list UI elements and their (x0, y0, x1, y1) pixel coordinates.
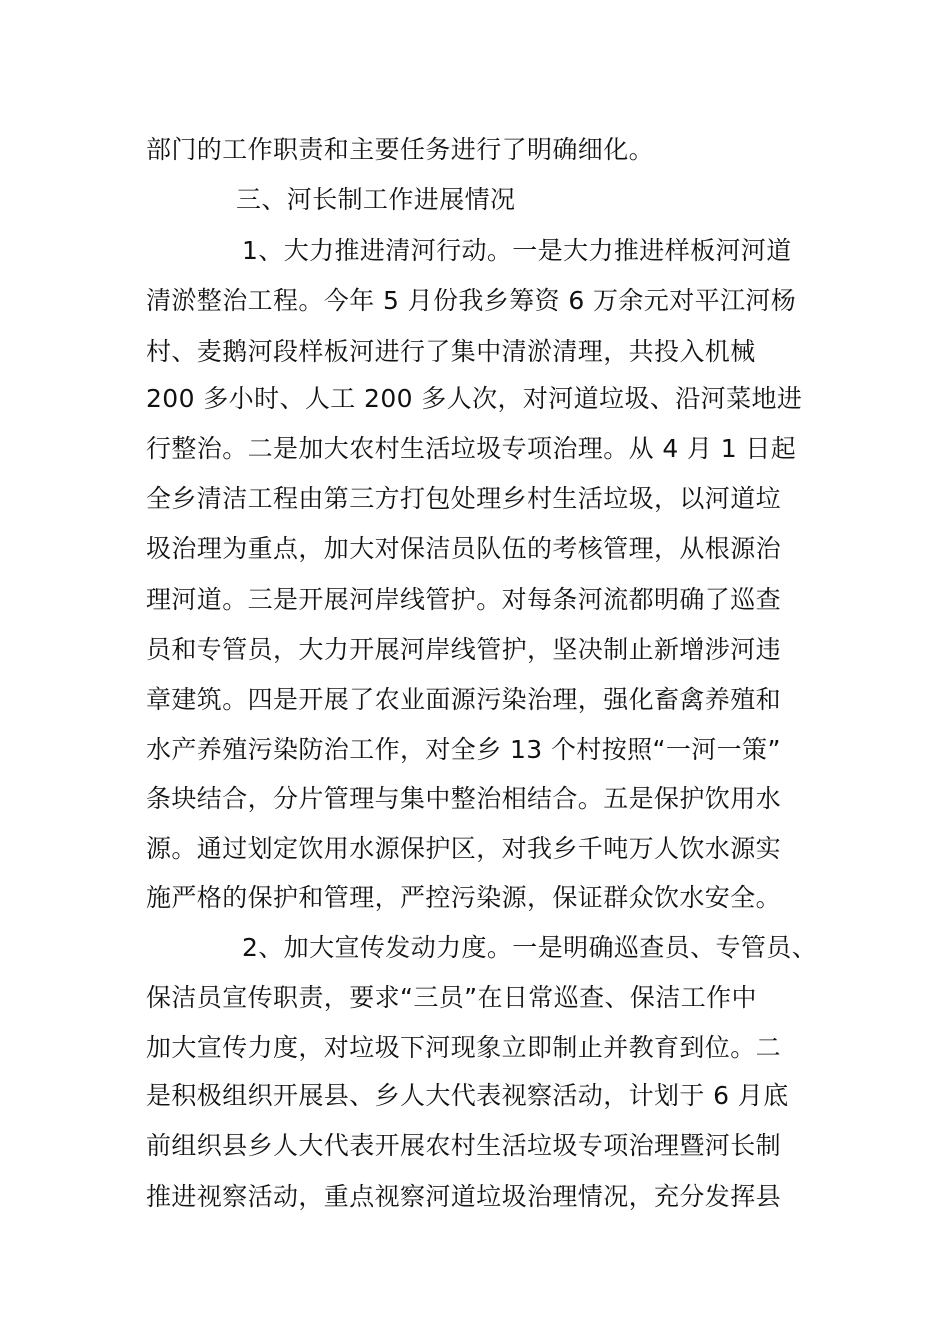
paragraph-line: 前组织县乡人大代表开展农村生活垃圾专项治理暨河长制 (146, 1131, 782, 1160)
paragraph-line: 条块结合，分片管理与集中整治相结合。五是保护饮用水 (146, 784, 782, 813)
paragraph-line: 推进视察活动，重点视察河道垃圾治理情况，充分发挥县 (146, 1182, 782, 1211)
paragraph-line: 源。通过划定饮用水源保护区，对我乡千吨万人饮水源实 (146, 834, 782, 863)
paragraph-line: 2、加大宣传发动力度。一是明确巡查员、专管员、 (242, 933, 818, 962)
paragraph-line: 1、大力推进清河行动。一是大力推进样板河河道 (242, 236, 792, 265)
paragraph-line: 保洁员宣传职责，要求“三员”在日常巡查、保洁工作中 (146, 983, 757, 1012)
section-heading: 三、河长制工作进展情况 (236, 185, 516, 214)
paragraph-line: 施严格的保护和管理，严控污染源，保证群众饮水安全。 (146, 883, 782, 912)
paragraph-line: 章建筑。四是开展了农业面源污染治理，强化畜禽养殖和 (146, 685, 782, 714)
paragraph-line: 员和专管员，大力开展河岸线管护，坚决制止新增涉河违 (146, 635, 782, 664)
paragraph-line: 圾治理为重点，加大对保洁员队伍的考核管理，从根源治 (146, 534, 782, 563)
paragraph-line: 是积极组织开展县、乡人大代表视察活动，计划于 6 月底 (146, 1081, 789, 1110)
paragraph-line: 部门的工作职责和主要任务进行了明确细化。 (146, 135, 655, 164)
paragraph-line: 加大宣传力度，对垃圾下河现象立即制止并教育到位。二 (146, 1033, 782, 1062)
paragraph-line: 200 多小时、人工 200 多人次，对河道垃圾、沿河菜地进 (146, 384, 803, 413)
paragraph-line: 行整治。二是加大农村生活垃圾专项治理。从 4 月 1 日起 (146, 434, 797, 463)
paragraph-line: 村、麦鹅河段样板河进行了集中清淤清理，共投入机械 (146, 337, 756, 366)
paragraph-line: 水产养殖污染防治工作，对全乡 13 个村按照“一河一策” (146, 735, 781, 764)
paragraph-line: 理河道。三是开展河岸线管护。对每条河流都明确了巡查 (146, 585, 782, 614)
paragraph-line: 清淤整治工程。今年 5 月份我乡筹资 6 万余元对平江河杨 (146, 286, 797, 315)
paragraph-line: 全乡清洁工程由第三方打包处理乡村生活垃圾，以河道垃 (146, 484, 782, 513)
